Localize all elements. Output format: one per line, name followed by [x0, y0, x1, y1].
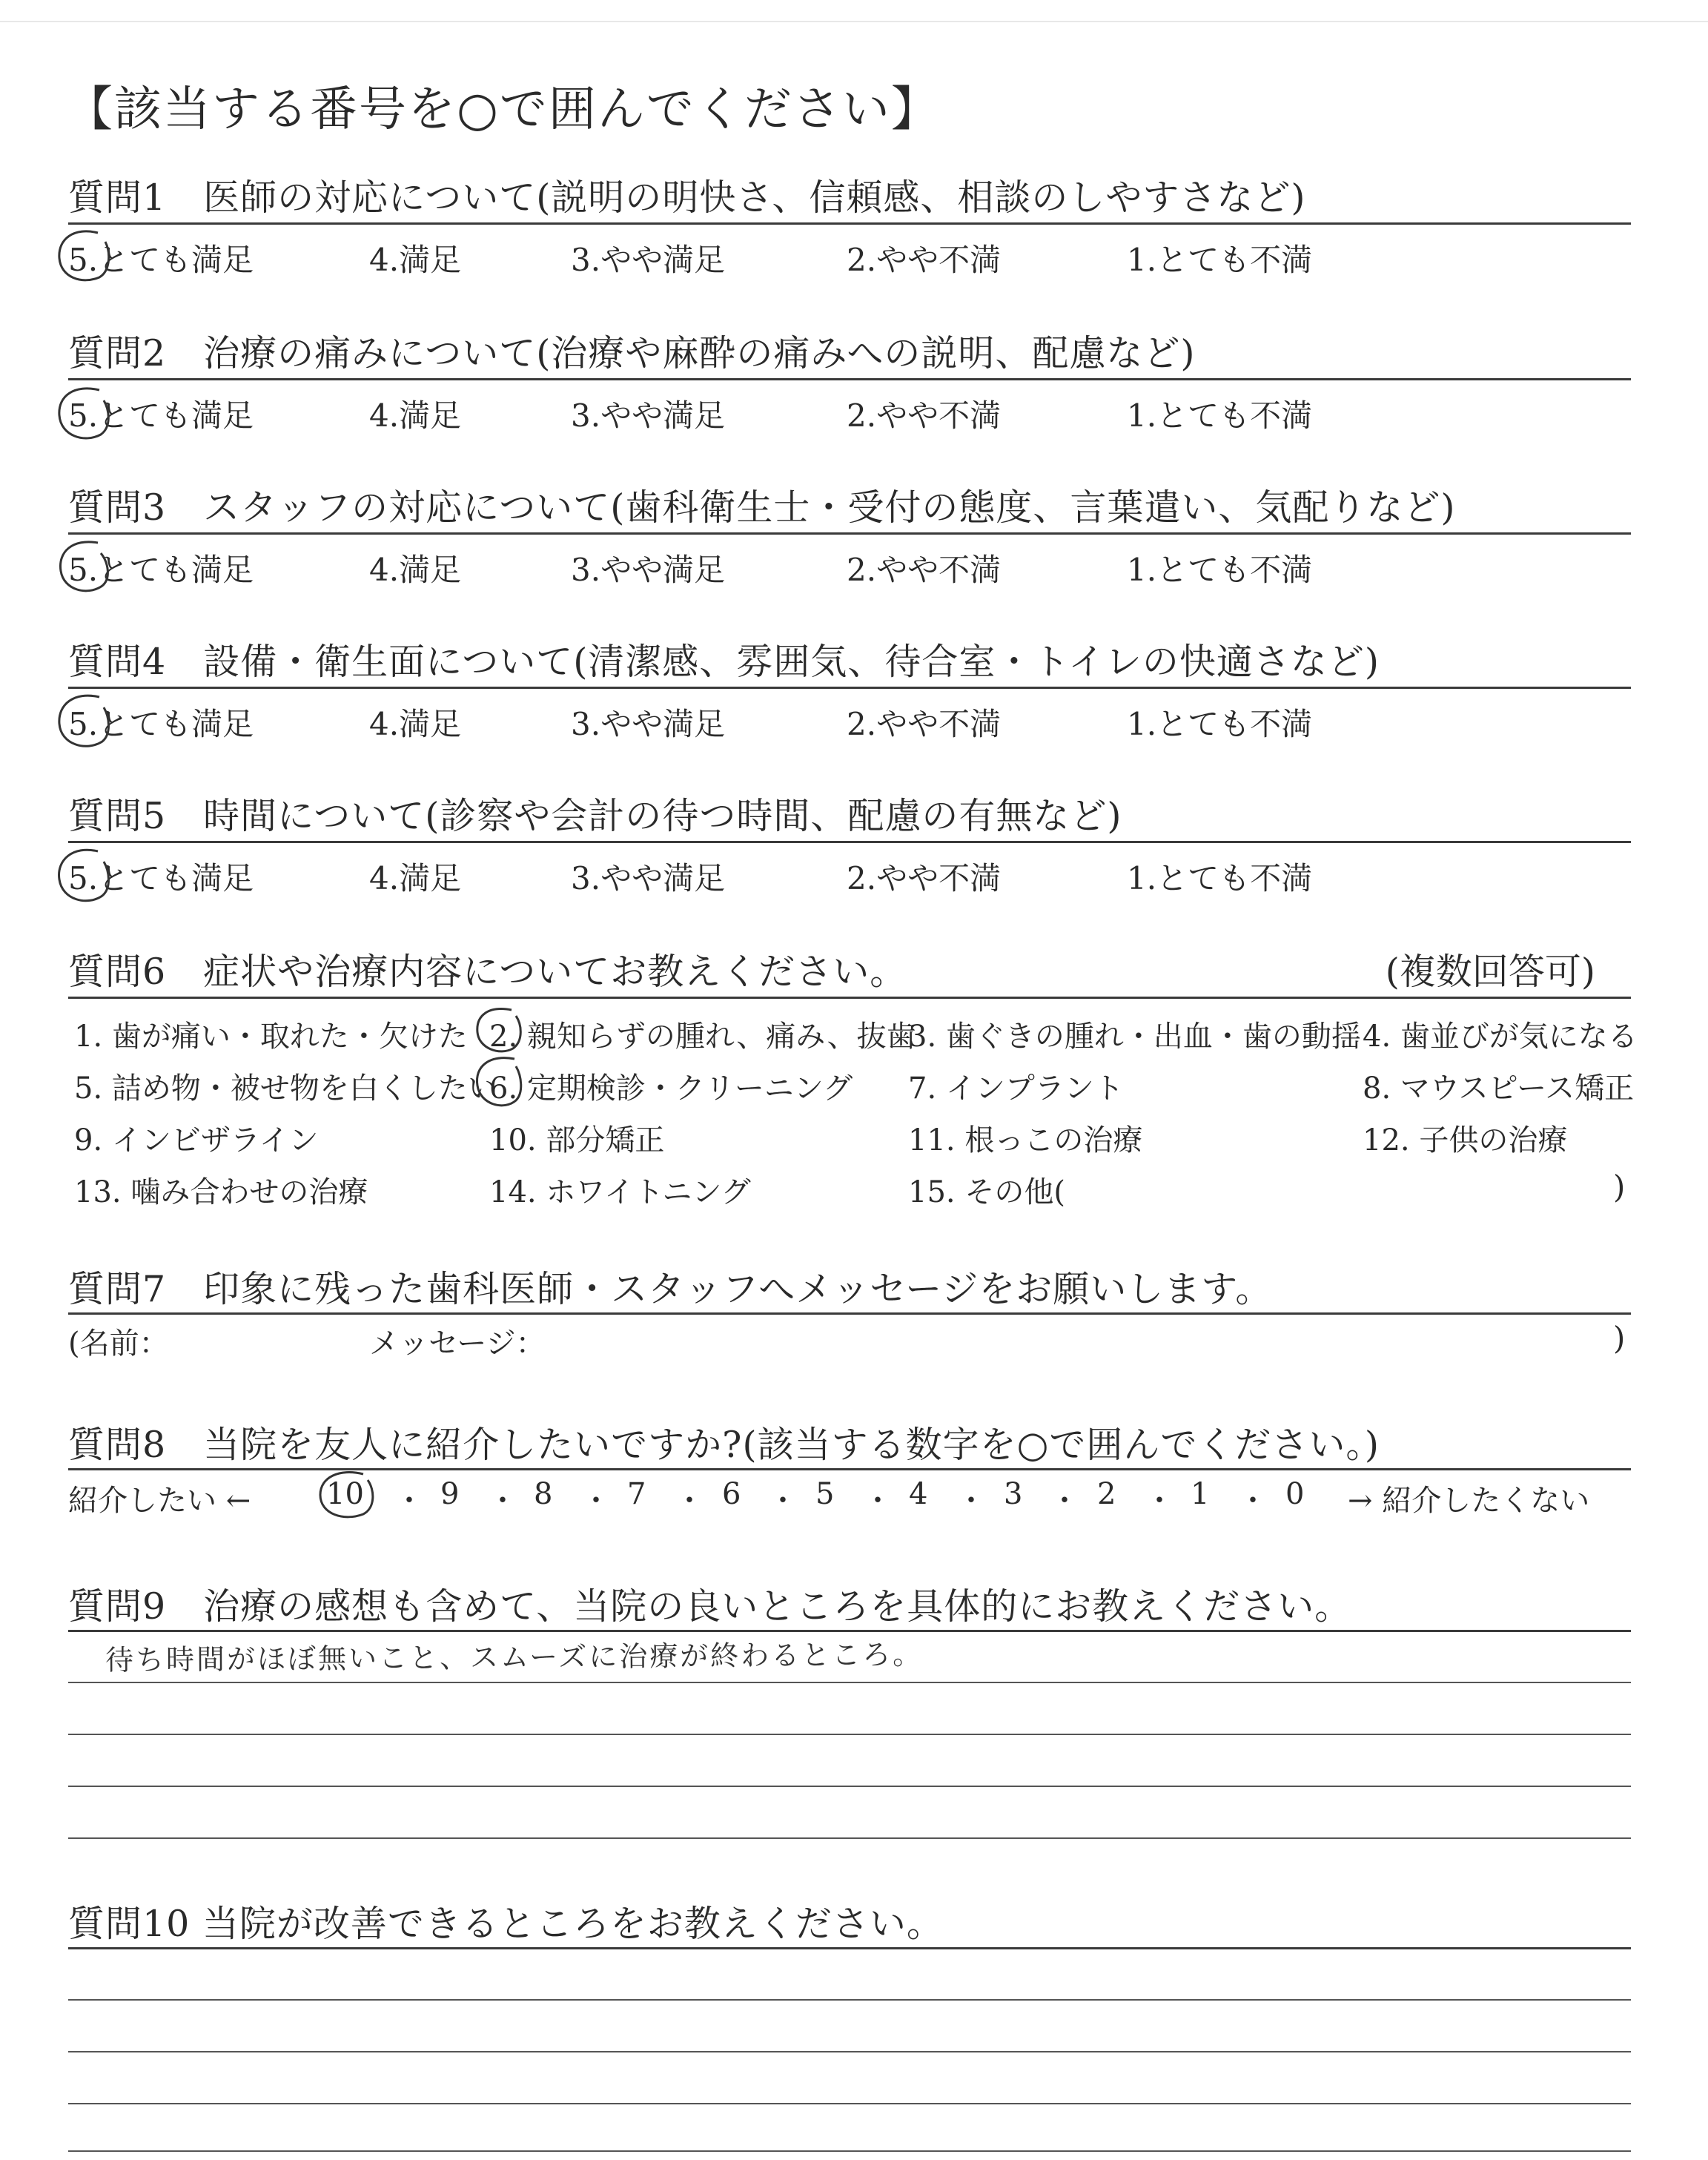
question-4-rule: [68, 687, 1631, 689]
question-3-title: 質問3 スタッフの対応について(歯科衛生士・受付の態度、言葉遣い、気配りなど): [68, 486, 1456, 529]
option-4[interactable]: 4.満足: [369, 706, 462, 742]
question-3-rule: [68, 532, 1631, 535]
answer-line[interactable]: [68, 2051, 1631, 2052]
symptom-item-10[interactable]: 10. 部分矯正: [489, 1123, 665, 1157]
option-3[interactable]: 3.やや満足: [571, 552, 726, 588]
question-6-title: 質問6 症状や治療内容についてお教えください。: [68, 951, 907, 993]
recommend-right-label: → 紹介したくない: [1348, 1484, 1590, 1518]
option-3[interactable]: 3.やや満足: [571, 860, 726, 896]
question-10-title: 質問10 当院が改善できるところをお教えください。: [68, 1903, 944, 1945]
other-close-paren: ): [1613, 1169, 1626, 1205]
selection-circle-q3: [52, 532, 119, 607]
scale-10[interactable]: 10: [326, 1477, 364, 1511]
option-2[interactable]: 2.やや不満: [847, 397, 1002, 434]
selection-circle-q4: [52, 687, 119, 761]
symptom-item-6[interactable]: 6. 定期検診・クリーニング: [489, 1071, 853, 1106]
scale-dot: ・: [1050, 1484, 1079, 1518]
scale-4[interactable]: 4: [909, 1477, 928, 1511]
message-close-paren: ): [1613, 1320, 1626, 1356]
scale-0[interactable]: 0: [1285, 1477, 1305, 1511]
option-5[interactable]: 5.とても満足: [68, 397, 254, 434]
question-6-note: (複数回答可): [1385, 951, 1595, 993]
question-1-title: 質問1 医師の対応について(説明の明快さ、信頼感、相談のしやすさなど): [68, 176, 1306, 219]
scale-dot: ・: [675, 1484, 704, 1518]
scale-2[interactable]: 2: [1097, 1477, 1116, 1511]
option-1[interactable]: 1.とても不満: [1127, 242, 1313, 278]
option-1[interactable]: 1.とても不満: [1127, 552, 1313, 588]
option-1[interactable]: 1.とても不満: [1127, 860, 1313, 896]
option-5[interactable]: 5.とても満足: [68, 860, 254, 896]
symptom-item-7[interactable]: 7. インプラント: [908, 1071, 1124, 1106]
option-5[interactable]: 5.とても満足: [68, 242, 254, 278]
scale-dot: ・: [394, 1484, 424, 1518]
question-2-rule: [68, 378, 1631, 380]
selection-circle-q6-item6: [467, 1051, 534, 1118]
answer-line[interactable]: [68, 2103, 1631, 2104]
scale-dot: ・: [488, 1484, 517, 1518]
symptom-item-4[interactable]: 4. 歯並びが気になる: [1363, 1020, 1638, 1054]
scale-8[interactable]: 8: [534, 1477, 553, 1511]
question-5-rule: [68, 841, 1631, 843]
scale-dot: ・: [956, 1484, 986, 1518]
scale-dot: ・: [863, 1484, 893, 1518]
selection-circle-q5: [52, 841, 119, 915]
option-1[interactable]: 1.とても不満: [1127, 706, 1313, 742]
answer-line: [68, 1837, 1631, 1839]
message-label: メッセージ：: [369, 1327, 546, 1361]
answer-line: [68, 1734, 1631, 1735]
symptom-item-2[interactable]: 2. 親知らずの腫れ、痛み、抜歯: [489, 1020, 916, 1054]
question-5-title: 質問5 時間について(診察や会計の待つ時間、配慮の有無など): [68, 795, 1122, 837]
scale-dot: ・: [1145, 1484, 1174, 1518]
option-2[interactable]: 2.やや不満: [847, 242, 1002, 278]
option-4[interactable]: 4.満足: [369, 397, 462, 434]
name-label: (名前：: [68, 1327, 169, 1361]
selection-circle-q8: [311, 1465, 385, 1527]
symptom-item-8[interactable]: 8. マウスピース矯正: [1363, 1071, 1635, 1106]
scale-dot: ・: [581, 1484, 611, 1518]
option-3[interactable]: 3.やや満足: [571, 397, 726, 434]
option-5[interactable]: 5.とても満足: [68, 552, 254, 588]
selection-circle-q2: [52, 378, 119, 452]
symptom-item-11[interactable]: 11. 根っこの治療: [908, 1123, 1143, 1157]
selection-circle-q1: [52, 222, 119, 297]
handwritten-answer-q9: 待ち時間がほぼ無いこと、スムーズに治療が終わるところ。: [105, 1638, 924, 1677]
question-9-title: 質問9 治療の感想も含めて、当院の良いところを具体的にお教えください。: [68, 1585, 1352, 1628]
symptom-item-3[interactable]: 3. 歯ぐきの腫れ・出血・歯の動揺: [908, 1020, 1361, 1054]
symptom-item-9[interactable]: 9. インビザライン: [74, 1123, 319, 1157]
option-2[interactable]: 2.やや不満: [847, 552, 1002, 588]
option-4[interactable]: 4.満足: [369, 552, 462, 588]
scan-edge: [0, 21, 1708, 22]
option-3[interactable]: 3.やや満足: [571, 706, 726, 742]
symptom-item-1[interactable]: 1. 歯が痛い・取れた・欠けた: [74, 1020, 468, 1054]
symptom-item-15[interactable]: 15. その他(: [908, 1175, 1065, 1209]
option-4[interactable]: 4.満足: [369, 242, 462, 278]
scale-7[interactable]: 7: [627, 1477, 646, 1511]
option-3[interactable]: 3.やや満足: [571, 242, 726, 278]
question-7-rule: [68, 1312, 1631, 1315]
option-2[interactable]: 2.やや不満: [847, 860, 1002, 896]
option-1[interactable]: 1.とても不満: [1127, 397, 1313, 434]
recommend-left-label: 紹介したい ←: [68, 1484, 251, 1518]
question-10-rule: [68, 1947, 1631, 1949]
answer-line[interactable]: [68, 1999, 1631, 2001]
answer-line: [68, 1682, 1631, 1683]
scale-5[interactable]: 5: [815, 1477, 835, 1511]
scale-9[interactable]: 9: [440, 1477, 460, 1511]
symptom-item-5[interactable]: 5. 詰め物・被せ物を白くしたい: [74, 1071, 497, 1106]
scale-dot: ・: [768, 1484, 798, 1518]
question-1-rule: [68, 222, 1631, 225]
instruction-header: 【該当する番号を○で囲んでください】: [65, 82, 940, 137]
scale-1[interactable]: 1: [1191, 1477, 1210, 1511]
option-2[interactable]: 2.やや不満: [847, 706, 1002, 742]
option-4[interactable]: 4.満足: [369, 860, 462, 896]
answer-line[interactable]: [68, 2150, 1631, 2152]
question-2-title: 質問2 治療の痛みについて(治療や麻酔の痛みへの説明、配慮など): [68, 332, 1196, 374]
symptom-item-12[interactable]: 12. 子供の治療: [1363, 1123, 1568, 1157]
question-8-title: 質問8 当院を友人に紹介したいですか?(該当する数字を○で囲んでください。): [68, 1424, 1380, 1466]
question-8-rule: [68, 1468, 1631, 1470]
answer-line: [68, 1786, 1631, 1787]
question-7-title: 質問7 印象に残った歯科医師・スタッフへメッセージをお願いします。: [68, 1268, 1273, 1310]
scale-dot: ・: [1238, 1484, 1268, 1518]
option-5[interactable]: 5.とても満足: [68, 706, 254, 742]
scale-3[interactable]: 3: [1004, 1477, 1023, 1511]
question-6-rule: [68, 997, 1631, 999]
symptom-item-14[interactable]: 14. ホワイトニング: [489, 1175, 751, 1209]
symptom-item-13[interactable]: 13. 噛み合わせの治療: [74, 1175, 368, 1209]
scale-6[interactable]: 6: [722, 1477, 741, 1511]
question-4-title: 質問4 設備・衛生面について(清潔感、雰囲気、待合室・トイレの快適さなど): [68, 641, 1380, 683]
